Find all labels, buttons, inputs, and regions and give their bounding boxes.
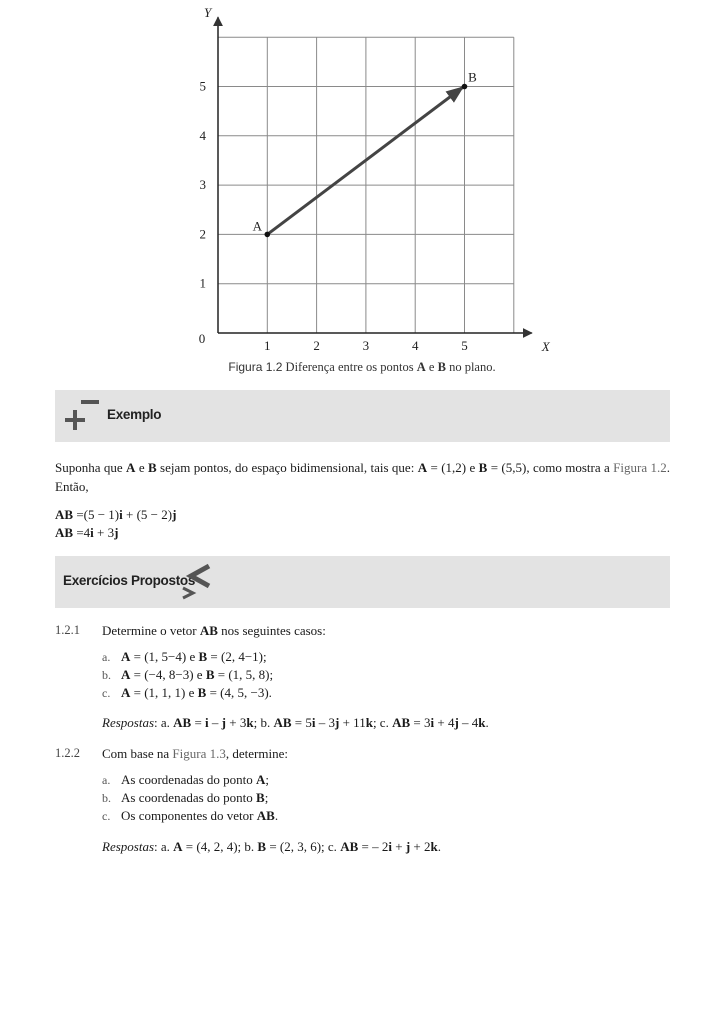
item-bold: B — [256, 790, 265, 805]
example-text-4: = (1,2) e — [427, 460, 479, 475]
exercise-1-prompt — [102, 623, 326, 639]
caption-point-a: A — [416, 360, 426, 374]
x-tick-label: 5 — [461, 338, 468, 353]
y-tick-label: 1 — [199, 275, 206, 291]
example-text-1: Suponha que — [55, 460, 127, 475]
item-a-point-b: B — [198, 649, 208, 664]
answers-label: Respostas — [102, 839, 154, 854]
eq1-term2: + (5 − 2) — [122, 507, 173, 522]
item-a-aval: = (1, 5−4) e — [130, 649, 199, 664]
eq1-j: j — [172, 507, 177, 522]
exercises-header — [55, 556, 670, 608]
item-a-point-a: A — [121, 649, 131, 664]
ans-text: = (2, 3, 6); c. — [266, 839, 341, 854]
item-text: As coordenadas do ponto — [121, 772, 257, 787]
item-a-bval: = (2, 4−1); — [207, 649, 267, 664]
item-letter: c. — [102, 809, 111, 823]
ans-bold: i — [388, 839, 392, 854]
coordinate-plane-chart — [190, 5, 550, 358]
caption-point-b: B — [437, 360, 446, 374]
eq2-term2: + 3 — [93, 525, 115, 540]
example-text-2: e — [135, 460, 148, 475]
item-end: . — [274, 808, 279, 823]
exercise-1-item-a — [102, 649, 267, 665]
ans-text: + 2 — [410, 839, 431, 854]
ans-text: = (4, 2, 4); b. — [182, 839, 258, 854]
e2-text2: , determine: — [225, 746, 288, 761]
ans-bold: B — [257, 839, 267, 854]
eq2-term1: =4 — [73, 525, 91, 540]
caption-conj: e — [425, 360, 438, 374]
ans-text: + — [391, 839, 406, 854]
item-letter: b. — [102, 791, 111, 805]
ans-bold: AB — [340, 839, 359, 854]
point-label-a: A — [252, 218, 262, 234]
example-text-3: sejam pontos, do espaço bidimensional, tais que: — [156, 460, 418, 475]
ans-text: – — [208, 715, 222, 730]
ans-bold: i — [205, 715, 209, 730]
ans-text: + 4 — [434, 715, 455, 730]
item-letter: a. — [102, 773, 111, 787]
exercise-2-item-b — [102, 790, 268, 806]
equation-1 — [55, 506, 176, 524]
item-c-point-a: A — [121, 685, 131, 700]
ans-text: : a. — [154, 715, 174, 730]
figure-caption — [0, 360, 724, 375]
example-point-a2: A — [417, 460, 428, 475]
ans-bold: AB — [173, 715, 192, 730]
plus-minus-icon — [61, 396, 101, 436]
item-c-bval: = (4, 5, −3). — [206, 685, 272, 700]
exercise-2-item-a — [102, 772, 269, 788]
caption-text-end: no plano. — [445, 360, 496, 374]
origin-label: 0 — [198, 331, 206, 346]
item-text: As coordenadas do ponto — [121, 790, 257, 805]
ans-bold: k — [430, 839, 438, 854]
ans-bold: j — [221, 715, 227, 730]
ans-bold: k — [365, 715, 373, 730]
exercise-2-answers — [102, 839, 441, 855]
item-bold: A — [256, 772, 266, 787]
ans-bold: i — [311, 715, 316, 730]
exercise-2-item-c — [102, 808, 278, 824]
exercise-1-number: 1.2.1 — [55, 623, 80, 637]
ans-text: . — [485, 715, 489, 730]
y-tick-label: 2 — [199, 226, 206, 242]
caption-text: Diferença entre os pontos — [282, 360, 417, 374]
example-title: Exemplo — [107, 407, 162, 422]
ans-bold: k — [478, 715, 486, 730]
ans-bold: j — [335, 715, 340, 730]
ans-text: ; c. — [372, 715, 393, 730]
x-tick-label: 3 — [362, 338, 370, 353]
exercise-1-item-c — [102, 685, 272, 701]
example-point-b2: B — [478, 460, 488, 475]
example-paragraph — [55, 458, 670, 496]
x-tick-label: 1 — [264, 338, 271, 353]
e1-vector: AB — [199, 623, 218, 638]
ans-bold: i — [430, 715, 435, 730]
item-bold: AB — [256, 808, 275, 823]
ans-text: = – 2 — [358, 839, 389, 854]
figure-link[interactable]: Figura 1.2 — [613, 460, 667, 475]
example-header — [55, 390, 670, 442]
ans-bold: k — [246, 715, 254, 730]
item-b-bval: = (1, 5, 8); — [214, 667, 274, 682]
item-b-point-a: A — [121, 667, 131, 682]
answers-label: Respostas — [102, 715, 154, 730]
x-axis-label: X — [541, 339, 550, 354]
ans-text: ; b. — [253, 715, 274, 730]
figure-1-3-link[interactable]: Figura 1.3 — [172, 746, 226, 761]
point-b — [462, 84, 468, 90]
item-end: ; — [265, 772, 270, 787]
item-c-aval: = (1, 1, 1) e — [130, 685, 198, 700]
eq2-j: j — [114, 525, 119, 540]
x-tick-label: 4 — [411, 338, 419, 353]
item-text: Os componentes do vetor — [121, 808, 257, 823]
eq1-lhs: AB — [55, 507, 74, 522]
item-letter: a. — [102, 650, 111, 664]
item-letter: b. — [102, 668, 111, 682]
item-end: ; — [264, 790, 269, 805]
eq1-i: i — [119, 507, 123, 522]
eq2-lhs: AB — [55, 525, 74, 540]
point-label-b: B — [468, 69, 477, 85]
ans-bold: j — [454, 715, 459, 730]
ans-text: = — [191, 715, 206, 730]
ans-text: – 3 — [315, 715, 335, 730]
equation-2 — [55, 524, 118, 542]
example-text-5: = (5,5), como mostra a — [487, 460, 614, 475]
exercise-2-prompt — [102, 746, 288, 762]
exercise-1-item-b — [102, 667, 273, 683]
ans-text: = 3 — [410, 715, 431, 730]
x-tick-label: 2 — [313, 338, 320, 353]
ans-bold: j — [405, 839, 411, 854]
ans-text: + 3 — [226, 715, 247, 730]
item-letter: c. — [102, 686, 111, 700]
exercise-1-answers — [102, 715, 489, 731]
ans-text: + 11 — [339, 715, 366, 730]
y-tick-label: 4 — [199, 127, 206, 143]
ans-text: = 5 — [291, 715, 312, 730]
vector-figure — [190, 5, 550, 358]
exercise-2-number: 1.2.2 — [55, 746, 80, 760]
item-b-point-b: B — [205, 667, 215, 682]
eq1-term1: =(5 − 1) — [73, 507, 120, 522]
item-c-point-b: B — [197, 685, 207, 700]
less-greater-icon — [179, 560, 215, 604]
y-axis-label: Y — [204, 5, 212, 21]
vector-ab-arrow — [267, 88, 462, 235]
ans-bold: A — [173, 839, 183, 854]
caption-label: Figura 1.2 — [228, 360, 283, 374]
eq2-i: i — [90, 525, 94, 540]
y-tick-label: 3 — [199, 177, 206, 193]
ans-text: – 4 — [458, 715, 479, 730]
y-tick-label: 5 — [199, 78, 206, 94]
e2-text: Com base na — [102, 746, 173, 761]
e1-text: Determine o vetor — [102, 623, 200, 638]
example-point-b: B — [147, 460, 157, 475]
example-point-a: A — [126, 460, 136, 475]
example-text-6: . Então, — [55, 460, 670, 494]
ans-bold: AB — [392, 715, 411, 730]
e1-text2: nos seguintes casos: — [217, 623, 326, 638]
exercises-title: Exercícios Propostos — [63, 573, 196, 588]
point-a — [265, 232, 271, 238]
ans-bold: AB — [273, 715, 292, 730]
ans-text: : a. — [154, 839, 174, 854]
item-b-aval: = (−4, 8−3) e — [130, 667, 206, 682]
ans-text: . — [437, 839, 441, 854]
